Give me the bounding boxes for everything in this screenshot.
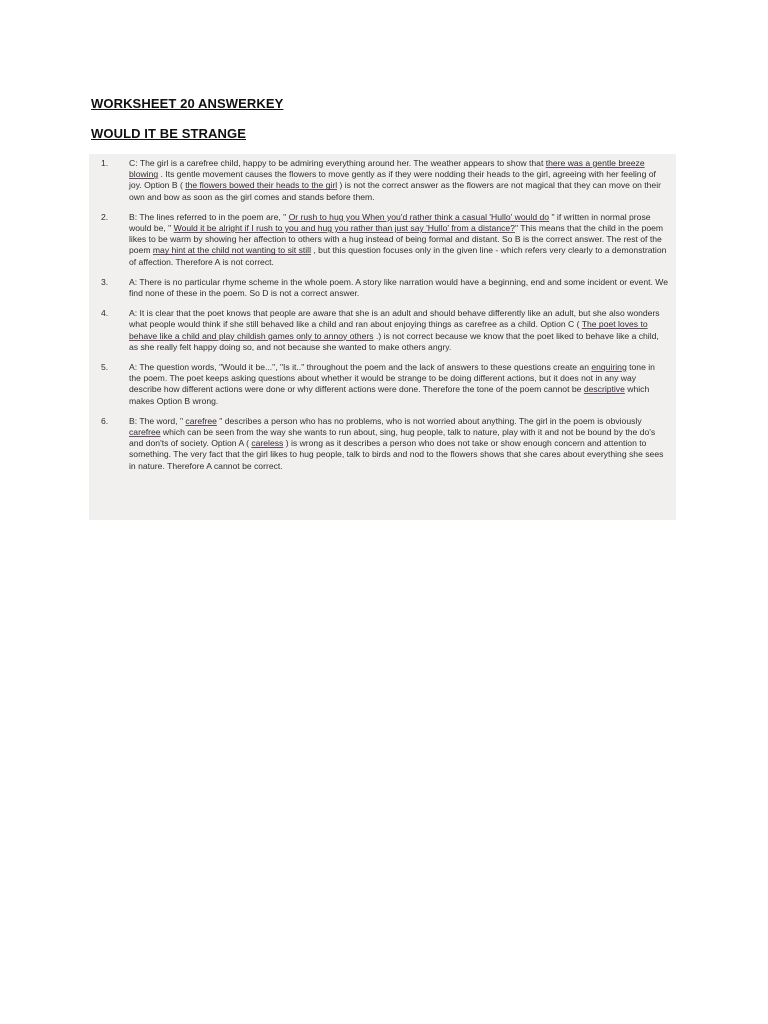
underlined-phrase: The poet loves to behave like a child and play childish games only to annoy others xyxy=(129,319,648,341)
answer-item xyxy=(95,362,668,407)
text-run: B: The lines referred to in the poem are, " xyxy=(129,211,289,222)
answer-list xyxy=(95,158,668,472)
text-run: tone in the poem. The poet keeps asking questions about whether it would be strange to be doing different actions, but it does not in any way describe how different actions were done or why different actions were done. Therefore the tone of the poem cannot be xyxy=(129,362,655,395)
answer-number: 3. xyxy=(101,276,109,287)
underlined-phrase: careless xyxy=(251,438,284,449)
underlined-phrase: may hint at the child not wanting to sit still xyxy=(152,245,311,256)
underlined-phrase: descriptive xyxy=(583,384,625,395)
answer-text xyxy=(129,362,668,407)
answer-text xyxy=(129,158,668,203)
underlined-phrase: carefree xyxy=(185,415,217,426)
answer-item xyxy=(95,212,668,268)
text-run: B: The word, " xyxy=(129,415,186,426)
text-run: " describes a person who has no problems, who is not worried about anything. The girl in the poem is obviously xyxy=(216,415,642,426)
underlined-phrase: Or rush to hug you When you'd rather think a casual 'Hullo' would do xyxy=(288,211,550,222)
underlined-phrase: the flowers bowed their heads to the girl xyxy=(185,180,338,191)
worksheet-title: WORKSHEET 20 ANSWERKEY xyxy=(91,96,284,111)
answer-number: 6. xyxy=(101,415,109,426)
answer-number: 4. xyxy=(101,308,109,319)
answer-item xyxy=(95,158,668,203)
underlined-phrase: there was a gentle breeze blowing xyxy=(129,158,645,180)
answer-text xyxy=(129,308,668,353)
underlined-phrase: carefree xyxy=(129,427,161,438)
text-run: which can be seen from the way she wants to run about, sing, hug people, talk to nature, play with it and not be bound by the do's and don'ts of society. Option A ( xyxy=(129,427,656,449)
text-run: C: The girl is a carefree child, happy to be admiring everything around her. The weather appears to show that xyxy=(129,158,546,168)
answer-text xyxy=(129,416,668,472)
text-run: . Its gentle movement causes the flowers to move gently as if they were nodding their heads to the girl, agreeing with her feeling of joy. Option B ( xyxy=(129,169,656,191)
text-run: A: The question words, "Would it be...", "Is it.." throughout the poem and the lack of answers to these questions create an xyxy=(129,362,592,373)
answer-text xyxy=(129,212,668,268)
underlined-phrase: enquiring xyxy=(591,362,627,373)
answer-number: 5. xyxy=(101,362,109,373)
scanned-answer-key-image xyxy=(89,154,676,520)
answer-item xyxy=(95,416,668,472)
text-run: A: It is clear that the poet knows that people are aware that she is an adult and should behave differently like an adult, but she also wonders what people would think if she still behaved like a child and ran about enjoying things as carefree as a child. Option C ( xyxy=(129,308,660,330)
section-title: WOULD IT BE STRANGE xyxy=(91,126,247,141)
text-run: which makes Option B wrong. xyxy=(129,384,650,406)
text-run: " This means that the child in the poem likes to be warm by showing her affection to others with a hug instead of being formal and distant. So B is the correct answer. The rest of the poem xyxy=(129,223,664,256)
answer-number: 1. xyxy=(101,158,109,168)
answer-text xyxy=(129,277,668,299)
text-run: .) is not correct because we know that the poet liked to behave like a child, as she really felt happy doing so, and not because she wanted to make others angry. xyxy=(129,330,659,352)
underlined-phrase: Would it be alright if I rush to you and hug you rather than just say 'Hullo' from a distance? xyxy=(173,223,515,234)
answer-number: 2. xyxy=(101,211,109,222)
text-run: ) is not the correct answer as the flowers are not magical that they can move on their own and bow as soon as the girl comes and stands before them. xyxy=(129,180,661,202)
text-run: , but this question focuses only in the given line - which refers very clearly to a demonstration of affection. Therefore A is not correct. xyxy=(129,245,667,267)
text-run: ) is wrong as it describes a person who does not take or show enough concern and attention to something. The very fact that the girl likes to hug people, talk to birds and nod to the flowers shows that she cares about everything she sees in nature. Therefore A cannot be correct. xyxy=(129,438,664,471)
text-run: A: There is no particular rhyme scheme in the whole poem. A story like narration would have a beginning, end and some incident or event. We find none of these in the poem. So D is not a correct answer. xyxy=(129,276,669,299)
text-run: " if written in normal prose would be, " xyxy=(129,211,651,234)
answer-item xyxy=(95,277,668,299)
answer-item xyxy=(95,308,668,353)
